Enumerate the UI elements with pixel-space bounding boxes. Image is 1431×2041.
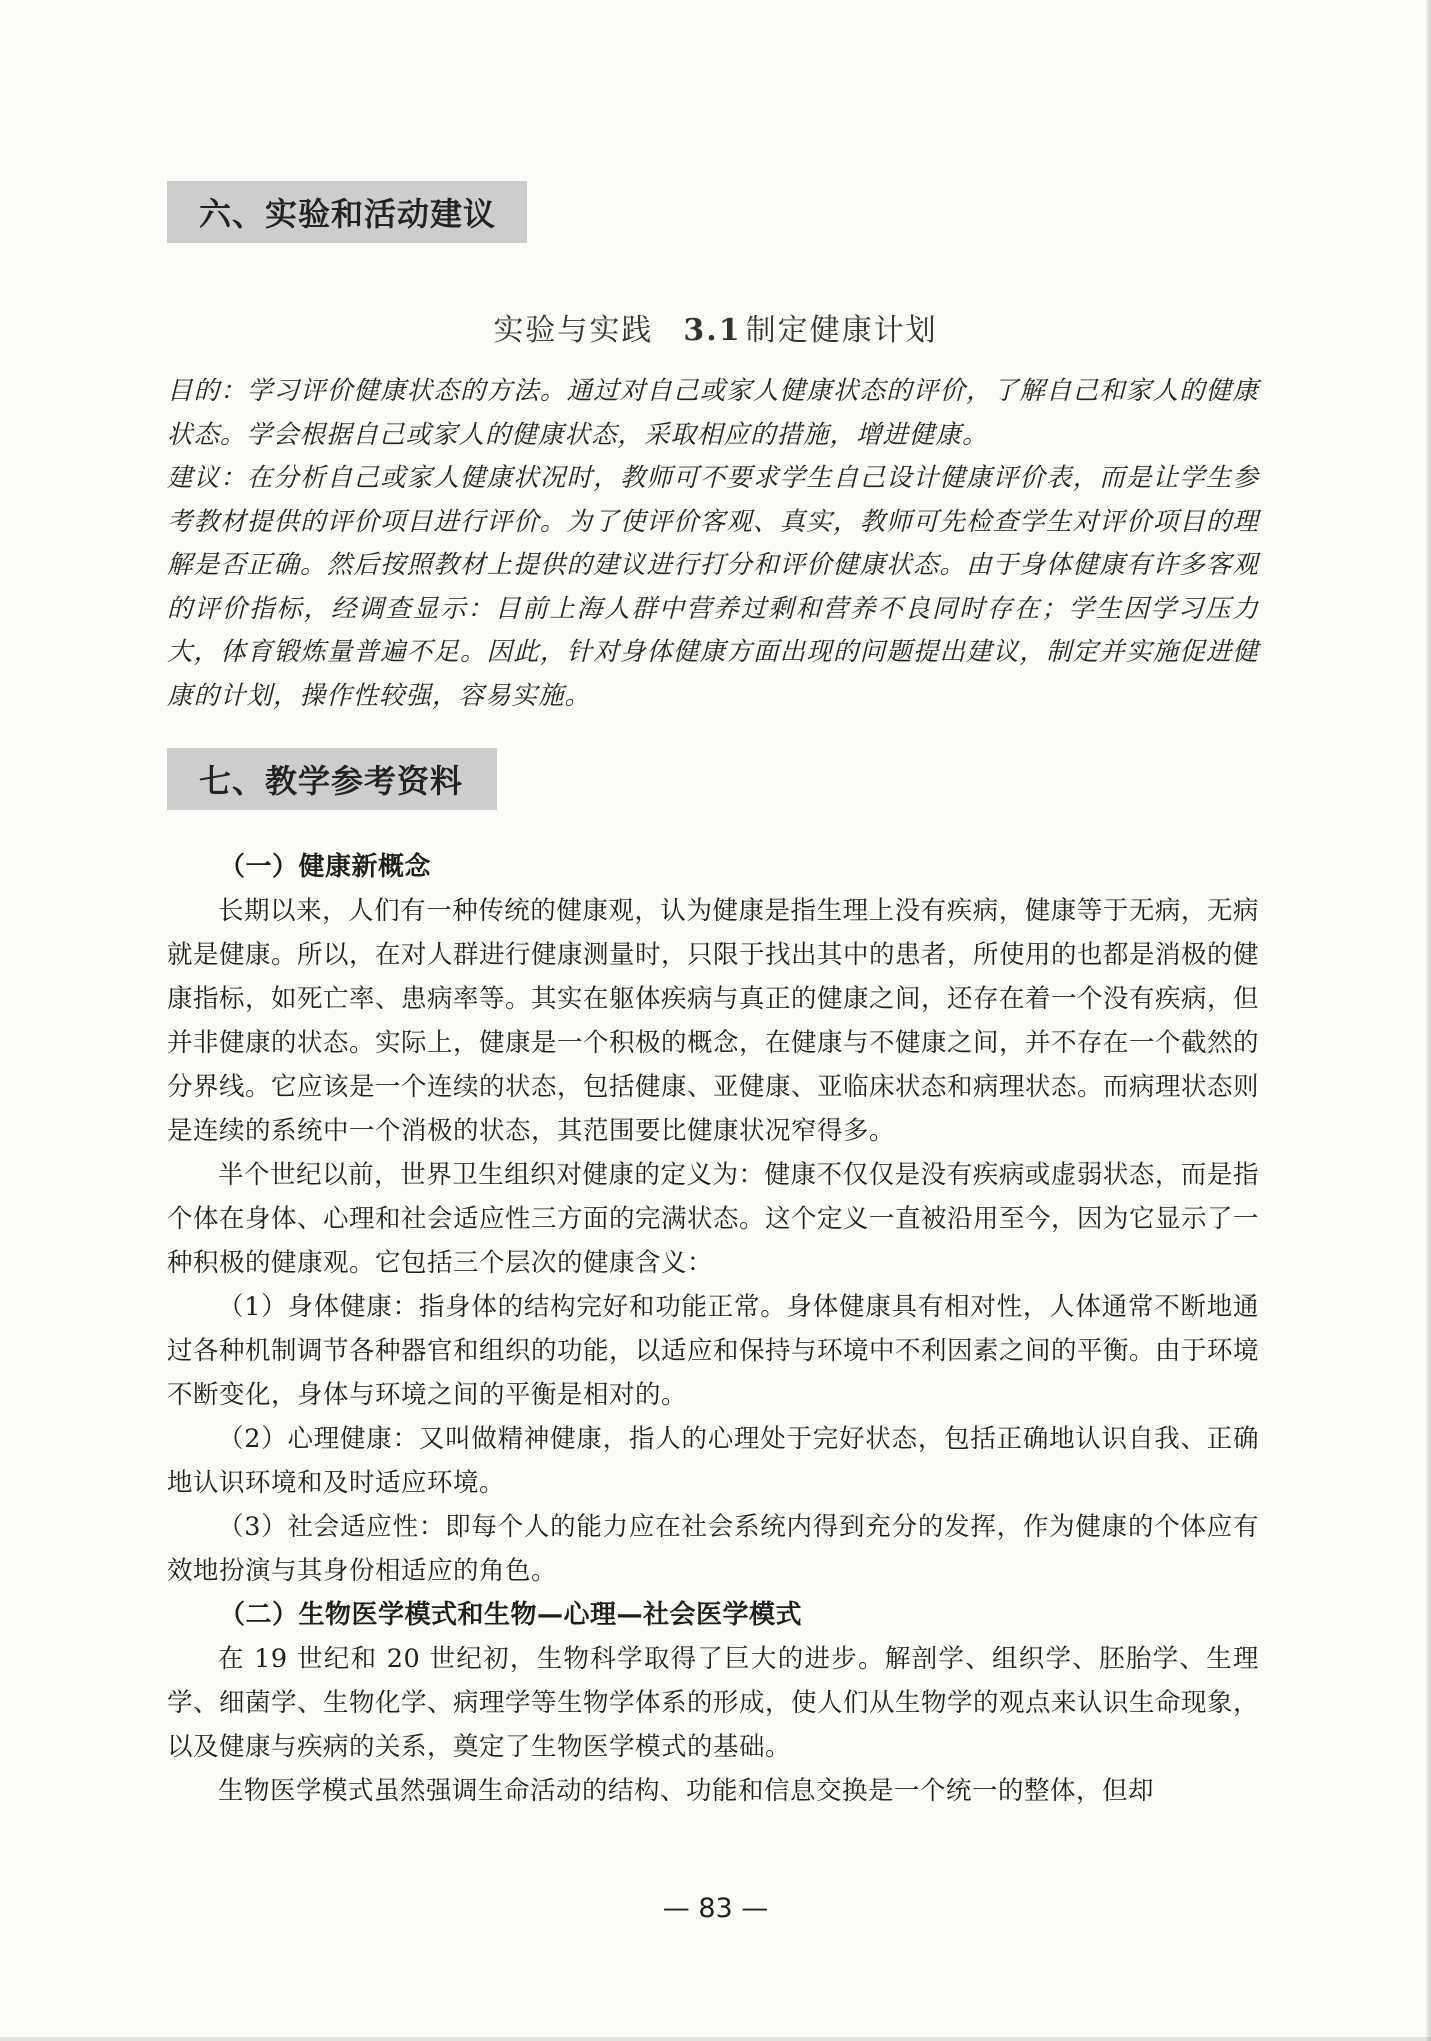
section-heading-text: 七、教学参考资料 xyxy=(199,762,464,800)
page-number: — 83 — xyxy=(662,1893,769,1924)
lab-title xyxy=(0,305,1431,349)
section-heading-experiments xyxy=(167,181,527,243)
scan-edge xyxy=(1425,0,1431,2041)
lab-title-prefix: 实验与实践 xyxy=(493,313,654,348)
section-heading-text: 六、实验和活动建议 xyxy=(199,195,497,233)
lab-purpose: 目的：学习评价健康状态的方法。通过对自己或家人健康状态的评价，了解自己和家人的健康状态。学会根据自己或家人的健康状态，采取相应的措施，增进健康。 xyxy=(167,376,1259,450)
lab-title-main: 制定健康计划 xyxy=(745,313,938,348)
paragraph: 在 19 世纪和 20 世纪初，生物科学取得了巨大的进步。解剖学、组织学、胚胎学、生理学、细菌学、生物化学、病理学等生物学体系的形成，使人们从生物学的观点来认识生命现象，以及健康与疾病的关系，奠定了生物医学模式的基础。 xyxy=(167,1644,1260,1762)
reference-body xyxy=(167,845,1259,1813)
scan-edge xyxy=(0,2037,1431,2041)
paragraph: （2）心理健康：又叫做精神健康，指人的心理处于完好状态，包括正确地认识自我、正确地认识环境和及时适应环境。 xyxy=(167,1424,1259,1498)
lab-suggestion: 建议：在分析自己或家人健康状况时，教师可不要求学生自己设计健康评价表，而是让学生参考教材提供的评价项目进行评价。为了使评价客观、真实，教师可先检查学生对评价项目的理解是否正确。然后按照教材上提供的建议进行打分和评价健康状态。由于身体健康有许多客观的评价指标，经调查显示：目前上海人群中营养过剩和营养不良同时存在；学生因学习压力大，体育锻炼量普遍不足。因此，针对身体健康方面出现的问题提出建议，制定并实施促进健康的计划，操作性较强，容易实施。 xyxy=(167,463,1259,711)
paragraph: （1）身体健康：指身体的结构完好和功能正常。身体健康具有相对性，人体通常不断地通过各种机制调节各种器官和组织的功能，以适应和保持与环境中不利因素之间的平衡。由于环境不断变化，身体与环境之间的平衡是相对的。 xyxy=(167,1292,1260,1410)
paragraph: （3）社会适应性：即每个人的能力应在社会系统内得到充分的发挥，作为健康的个体应有效地扮演与其身份相适应的角色。 xyxy=(167,1512,1259,1586)
paragraph: 半个世纪以前，世界卫生组织对健康的定义为：健康不仅仅是没有疾病或虚弱状态，而是指个体在身体、心理和社会适应性三方面的完满状态。这个定义一直被沿用至今，因为它显示了一种积极的健康观。它包括三个层次的健康含义： xyxy=(167,1160,1260,1278)
section-heading-references xyxy=(167,748,497,810)
subheading-medical-models: （二）生物医学模式和生物—心理—社会医学模式 xyxy=(219,1600,803,1630)
paragraph: 长期以来，人们有一种传统的健康观，认为健康是指生理上没有疾病，健康等于无病，无病就是健康。所以，在对人群进行健康测量时，只限于找出其中的患者，所使用的也都是消极的健康指标，如死亡率、患病率等。其实在躯体疾病与真正的健康之间，还存在着一个没有疾病，但并非健康的状态。实际上，健康是一个积极的概念，在健康与不健康之间，并不存在一个截然的分界线。它应该是一个连续的状态，包括健康、亚健康、亚临床状态和病理状态。而病理状态则是连续的系统中一个消极的状态，其范围要比健康状况窄得多。 xyxy=(167,896,1260,1146)
paragraph: 生物医学模式虽然强调生命活动的结构、功能和信息交换是一个统一的整体，但却 xyxy=(218,1776,1155,1806)
subheading-health-concept: （一）健康新概念 xyxy=(219,852,432,882)
lab-number: 3.1 xyxy=(683,313,742,348)
